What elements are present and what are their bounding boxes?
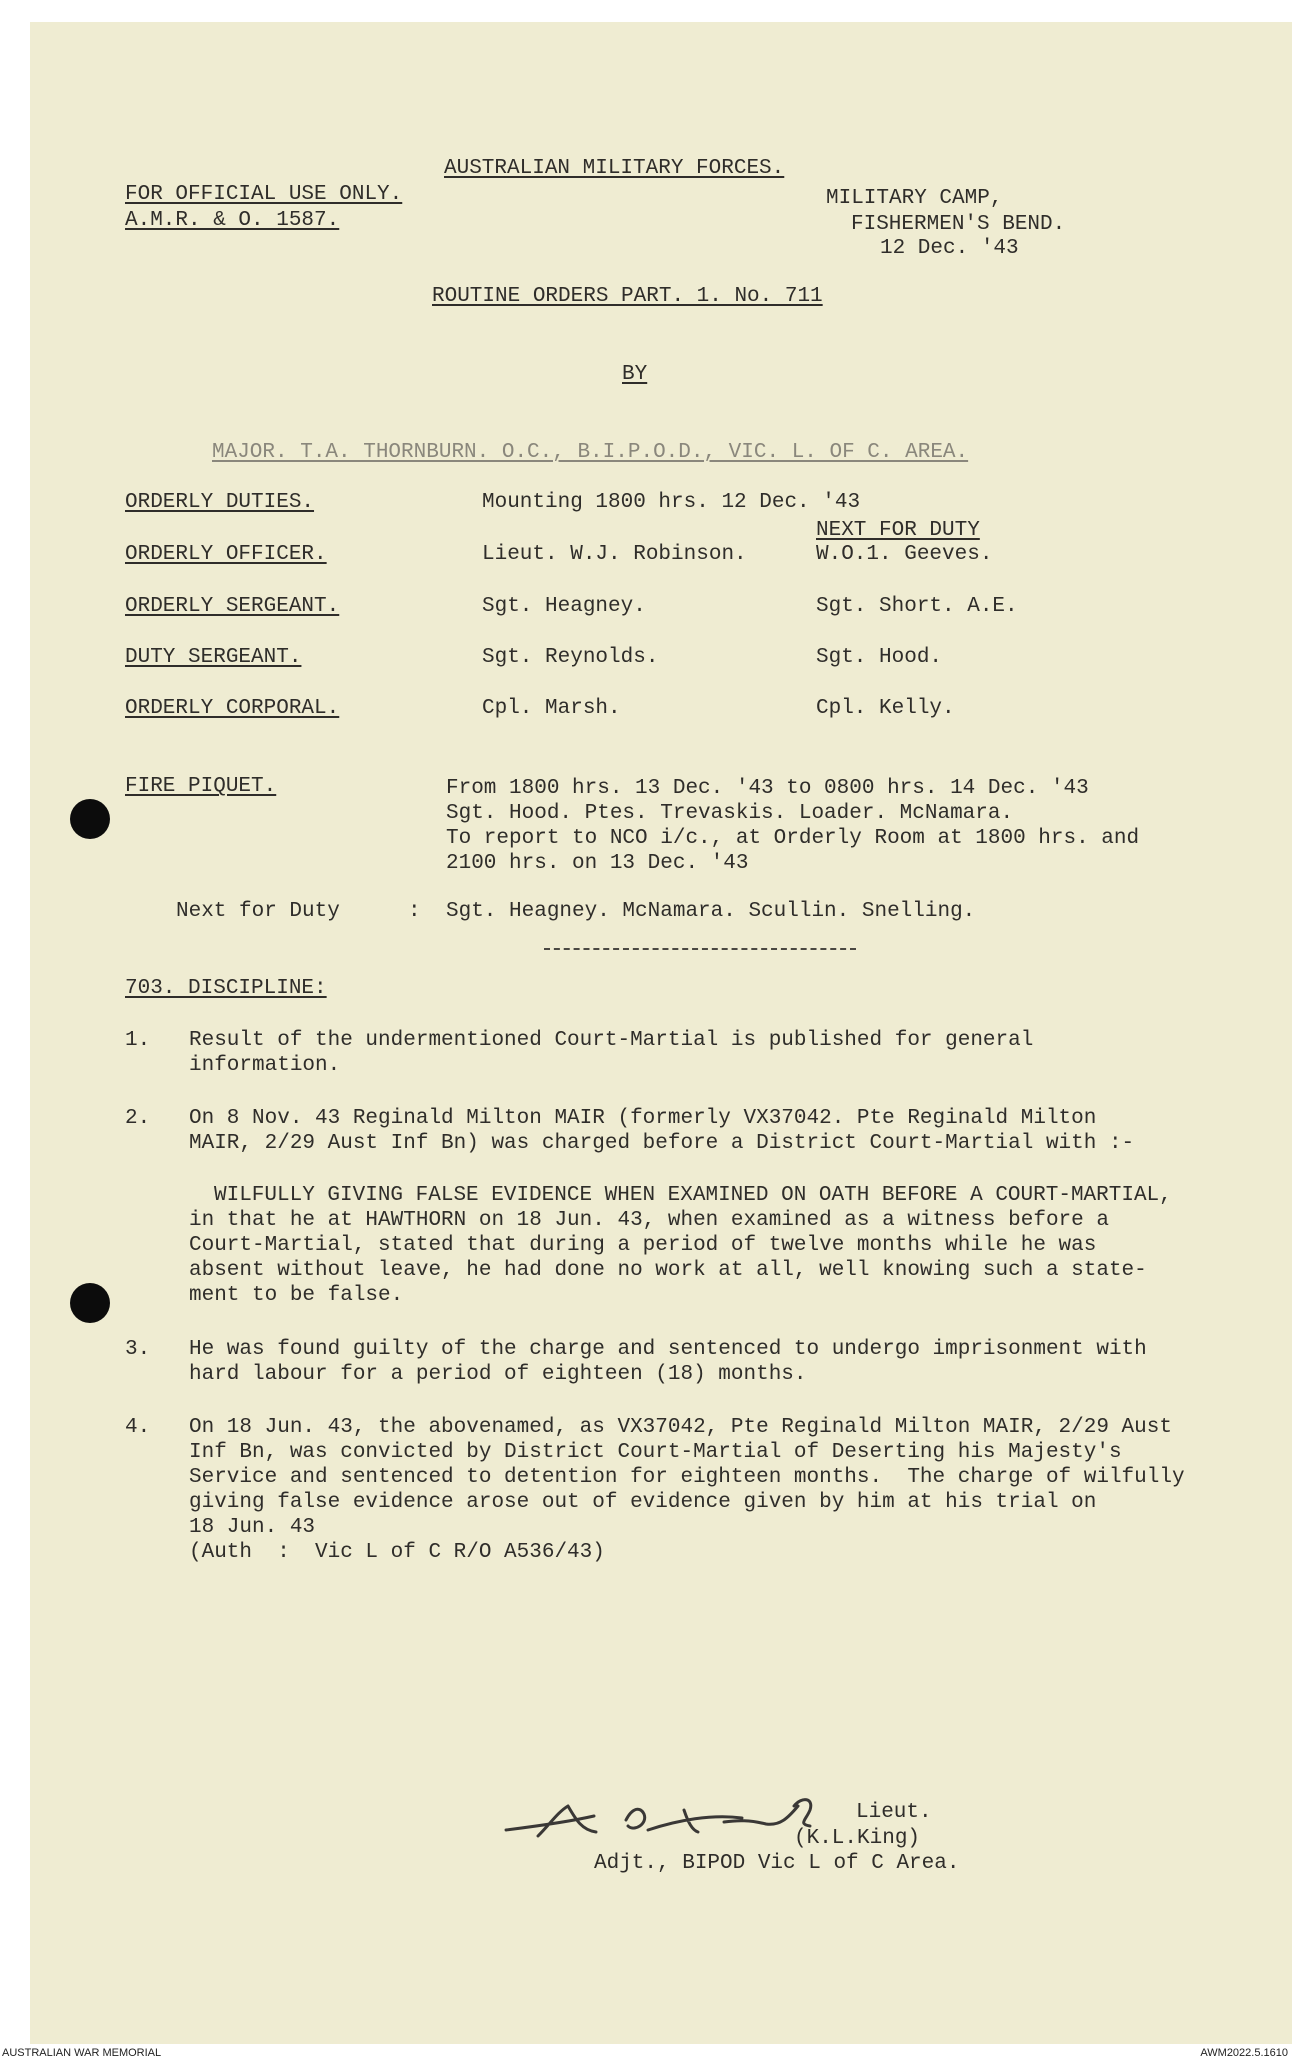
- duty-current-orderly-corporal: Cpl. Marsh.: [482, 697, 621, 720]
- charge-line: absent without leave, he had done no work at all, well knowing such a state-: [189, 1259, 1147, 1282]
- item-line: On 18 Jun. 43, the abovenamed, as VX37042, Pte Reginald Milton MAIR, 2/29 Aust: [189, 1416, 1172, 1439]
- item-line: He was found guilty of the charge and sentenced to undergo imprisonment with: [189, 1338, 1147, 1361]
- item-line: 18 Jun. 43: [189, 1516, 316, 1539]
- item-number: 2.: [125, 1107, 151, 1130]
- item-line: Service and sentenced to detention for eighteen months. The charge of wilfully: [189, 1466, 1185, 1489]
- item-line: giving false evidence arose out of evidence given by him at his trial on: [189, 1491, 1097, 1514]
- signature-name: (K.L.King): [794, 1827, 921, 1850]
- item-line: MAIR, 2/29 Aust Inf Bn) was charged before a District Court-Martial with :-: [189, 1132, 1135, 1155]
- footer-accession-number: AWM2022.5.1610: [1200, 2047, 1288, 2059]
- official-use-label: FOR OFFICIAL USE ONLY.: [125, 183, 403, 206]
- item-number: 4.: [125, 1416, 151, 1439]
- charge-line: in that he at HAWTHORN on 18 Jun. 43, when examined as a witness before a: [189, 1209, 1109, 1232]
- item-number: 3.: [125, 1338, 151, 1361]
- duty-current-orderly-sergeant: Sgt. Heagney.: [482, 595, 646, 618]
- amr-reference: A.M.R. & O. 1587.: [125, 209, 340, 232]
- item-line: Inf Bn, was convicted by District Court-Martial of Deserting his Majesty's: [189, 1441, 1122, 1464]
- duty-next-orderly-sergeant: Sgt. Short. A.E.: [816, 595, 1018, 618]
- punch-hole: [70, 1283, 110, 1323]
- camp-label: MILITARY CAMP,: [826, 187, 1003, 210]
- next-for-duty-heading: NEXT FOR DUTY: [816, 519, 980, 542]
- item-line: hard labour for a period of eighteen (18) months.: [189, 1363, 807, 1386]
- footer-archive-name: AUSTRALIAN WAR MEMORIAL: [2, 2047, 162, 2059]
- duty-role-orderly-sergeant: ORDERLY SERGEANT.: [125, 595, 340, 618]
- order-date: 12 Dec. '43: [880, 237, 1019, 260]
- item-line: information.: [189, 1054, 341, 1077]
- duty-current-orderly-officer: Lieut. W.J. Robinson.: [482, 543, 747, 566]
- duty-current-duty-sergeant: Sgt. Reynolds.: [482, 646, 659, 669]
- charge-line: Court-Martial, stated that during a period of twelve months while he was: [189, 1234, 1097, 1257]
- fire-piquet-line: Sgt. Hood. Ptes. Trevaskis. Loader. McNamara.: [446, 802, 1014, 825]
- item-line: Result of the undermentioned Court-Martial is published for general: [189, 1029, 1034, 1052]
- duty-role-duty-sergeant: DUTY SERGEANT.: [125, 646, 302, 669]
- header-title: AUSTRALIAN MILITARY FORCES.: [444, 157, 785, 180]
- duty-next-orderly-officer: W.O.1. Geeves.: [816, 543, 993, 566]
- duty-role-orderly-corporal: ORDERLY CORPORAL.: [125, 697, 340, 720]
- item-line: On 8 Nov. 43 Reginald Milton MAIR (formerly VX37042. Pte Reginald Milton: [189, 1107, 1097, 1130]
- punch-hole: [70, 799, 110, 839]
- orderly-duties-label: ORDERLY DUTIES.: [125, 491, 315, 514]
- mounting-time: Mounting 1800 hrs. 12 Dec. '43: [482, 491, 861, 514]
- item-number: 1.: [125, 1029, 151, 1052]
- next-for-duty-names: Sgt. Heagney. McNamara. Scullin. Snelling.: [446, 900, 976, 923]
- duty-next-orderly-corporal: Cpl. Kelly.: [816, 697, 955, 720]
- next-for-duty-label: Next for Duty: [176, 900, 340, 923]
- by-label: BY: [622, 363, 648, 386]
- section-divider: [544, 948, 856, 950]
- duty-role-orderly-officer: ORDERLY OFFICER.: [125, 543, 327, 566]
- duty-next-duty-sergeant: Sgt. Hood.: [816, 646, 943, 669]
- fire-piquet-line: To report to NCO i/c., at Orderly Room at 1800 hrs. and: [446, 827, 1140, 850]
- next-for-duty-separator: :: [408, 900, 421, 923]
- discipline-heading: 703. DISCIPLINE:: [125, 977, 327, 1000]
- item-line: (Auth : Vic L of C R/O A536/43): [189, 1541, 605, 1564]
- fire-piquet-line: From 1800 hrs. 13 Dec. '43 to 0800 hrs. 14 Dec. '43: [446, 777, 1089, 800]
- charge-line: WILFULLY GIVING FALSE EVIDENCE WHEN EXAMINED ON OATH BEFORE A COURT-MARTIAL,: [214, 1184, 1172, 1207]
- signature-rank: Lieut.: [856, 1801, 932, 1824]
- fire-piquet-label: FIRE PIQUET.: [125, 775, 277, 798]
- fire-piquet-line: 2100 hrs. on 13 Dec. '43: [446, 852, 749, 875]
- charge-line: ment to be false.: [189, 1284, 404, 1307]
- routine-orders-heading: ROUTINE ORDERS PART. 1. No. 711: [432, 285, 823, 308]
- authority-line: MAJOR. T.A. THORNBURN. O.C., B.I.P.O.D., VIC. L. OF C. AREA.: [212, 441, 969, 464]
- camp-location: FISHERMEN'S BEND.: [851, 213, 1066, 236]
- signature-title: Adjt., BIPOD Vic L of C Area.: [594, 1852, 960, 1875]
